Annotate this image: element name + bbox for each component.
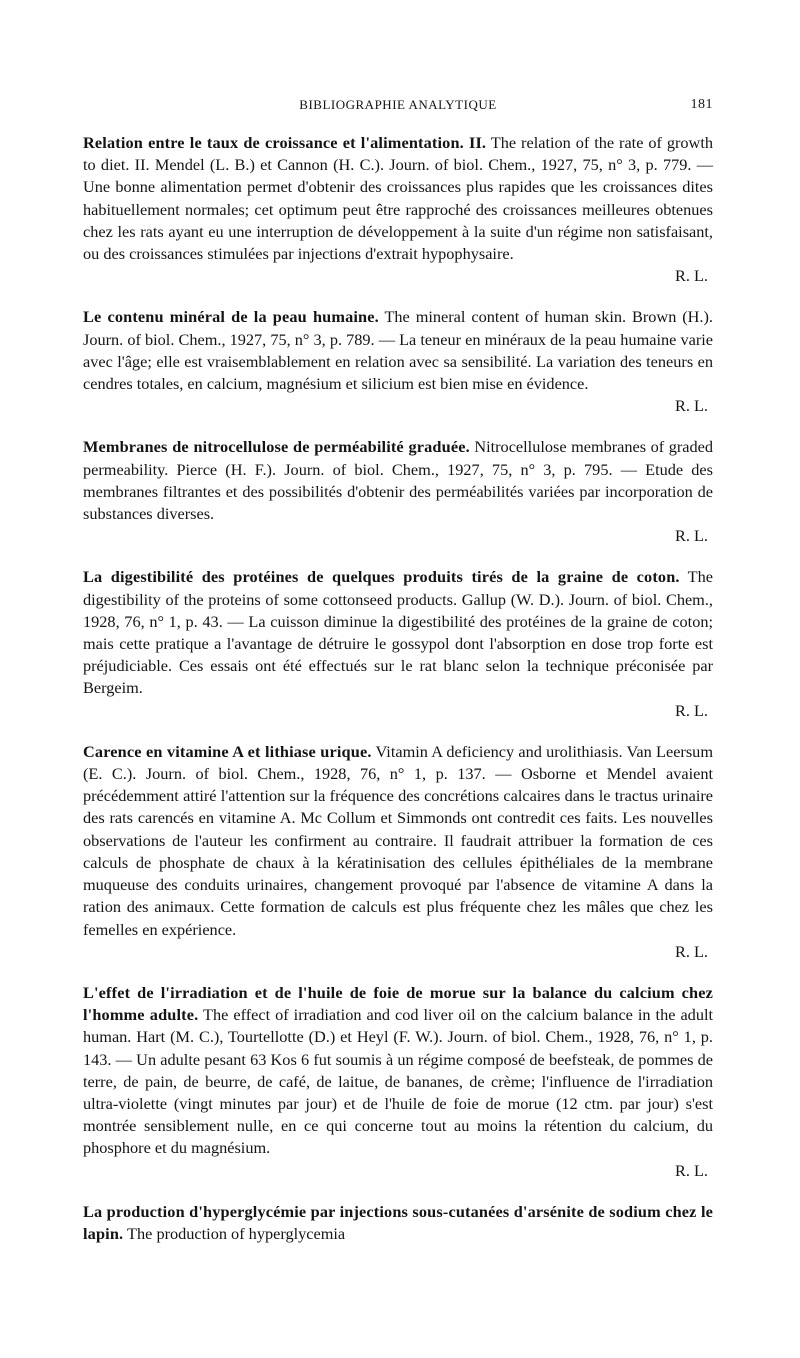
- entry-body: The mineral content of human skin. Brown (H.). Journ. of biol. Chem., 1927, 75, n° 3, p. 789. — La teneur en minéraux de la peau humaine varie avec l'âge; elle est vraisemblablement en relation avec sa sensibilité. La variation des teneurs en cendres totales, en calcium, magnésium et silicium est bien mise en évidence.: [83, 307, 713, 394]
- bibliography-entry: [83, 1201, 713, 1245]
- bibliography-entry: [83, 741, 713, 963]
- entry-title: La production d'hyperglycémie par injections sous-cutanées d'arsénite de sodium chez le lapin.: [83, 1201, 713, 1243]
- entry-body: Nitrocellulose membranes of graded permeability. Pierce (H. F.). Journ. of biol. Chem., 1927, 75, n° 3, p. 795. — Etude des membranes filtrantes et des possibilités d'obtenir des perméabilités variées par incorporation de substances diverses.: [83, 437, 713, 524]
- bibliography-entry: [83, 436, 713, 547]
- entry-initials: R. L.: [674, 266, 708, 286]
- entry-body: The effect of irradiation and cod liver oil on the calcium balance in the adult human. Hart (M. C.), Tourtellotte (D.) et Heyl (F. W.). Journ. of biol. Chem., 1928, 76, n° 1, p. 143. — Un adulte pesant 63 Kos 6 fut soumis à un régime composé de beefsteak, de pommes de terre, de pain, de beurre, de café, de laitue, de bananes, de crème; l'influence de l'irradiation ultra-violette (vingt minutes par jour) et de l'huile de foie de morue (12 ctm. par jour) s'est montrée sensiblement nulle, en ce qui concerne tout au moins la rétention du calcium, du phosphore et du magnésium.: [83, 1005, 714, 1158]
- bibliography-entry: [83, 982, 713, 1182]
- page-number: 181: [690, 97, 713, 112]
- entry-initials: R. L.: [674, 700, 708, 720]
- entry-body: The digestibility of the proteins of some cottonseed products. Gallup (W. D.). Journ. of biol. Chem., 1928, 76, n° 1, p. 43. — La cuisson diminue la digestibilité des protéines de la graine de coton; mais cette pratique a l'avantage de détruire le gossypol dont l'absorption en dose trop forte est préjudiciable. Ces essais ont été effectués sur le rat blanc selon la technique préconisée par Bergeim.: [83, 567, 713, 698]
- entry-body: The production of hyperglycemia: [123, 1223, 346, 1243]
- entry-title: Membranes de nitrocellulose de perméabilité graduée.: [83, 437, 470, 457]
- entry-initials: R. L.: [674, 526, 708, 546]
- bibliography-entry: [83, 566, 713, 721]
- entry-initials: R. L.: [674, 941, 708, 961]
- entry-title: Le contenu minéral de la peau humaine.: [83, 307, 379, 327]
- entry-body: Vitamin A deficiency and urolithiasis. Van Leersum (E. C.). Journ. of biol. Chem., 1928, 76, n° 1, p. 137. — Osborne et Mendel avaient précédemment attiré l'attention sur la fréquence des concrétions calcaires dans le tractus urinaire des rats carencés en vitamine A. Mc Collum et Simmonds ont contredit ces faits. Les nouvelles observations de l'auteur les confirment au contraire. Il faudrait attribuer la formation de ces calculs de phosphate de chaux à la kératinisation des cellules épithéliales de la membrane muqueuse des conduits urinaires, changement provoqué par l'absence de vitamine A dans la ration des animaux. Cette formation de calculs est plus fréquente chez les mâles que chez les femelles en expérience.: [83, 741, 713, 939]
- entry-title: La digestibilité des protéines de quelques produits tirés de la graine de coton.: [83, 567, 680, 587]
- entry-body: The relation of the rate of growth to diet. II. Mendel (L. B.) et Cannon (H. C.). Journ. of biol. Chem., 1927, 75, n° 3, p. 779. — Une bonne alimentation permet d'obtenir des croissances plus rapides que les croissances dites habituellement normales; cet optimum peut être rapproché des croissances meilleures obtenues chez les rats ayant eu une interruption de développement à la suite d'un régime non satisfaisant, ou des croissances stimulées par injections d'extrait hypophysaire.: [83, 133, 713, 264]
- bibliography-entry: [83, 132, 713, 287]
- entry-initials: R. L.: [674, 1160, 708, 1180]
- entry-title: Relation entre le taux de croissance et l'alimentation. II.: [83, 133, 487, 152]
- entry-title: L'effet de l'irradiation et de l'huile de foie de morue sur la balance du calcium chez l'homme adulte.: [83, 982, 713, 1025]
- running-header: [83, 97, 713, 117]
- running-title: BIBLIOGRAPHIE ANALYTIQUE: [299, 97, 497, 112]
- entry-title: Carence en vitamine A et lithiase urique.: [83, 741, 372, 761]
- bibliography-entry: [83, 306, 713, 417]
- entry-initials: R. L.: [674, 396, 708, 416]
- bibliography-entries: [83, 132, 713, 1245]
